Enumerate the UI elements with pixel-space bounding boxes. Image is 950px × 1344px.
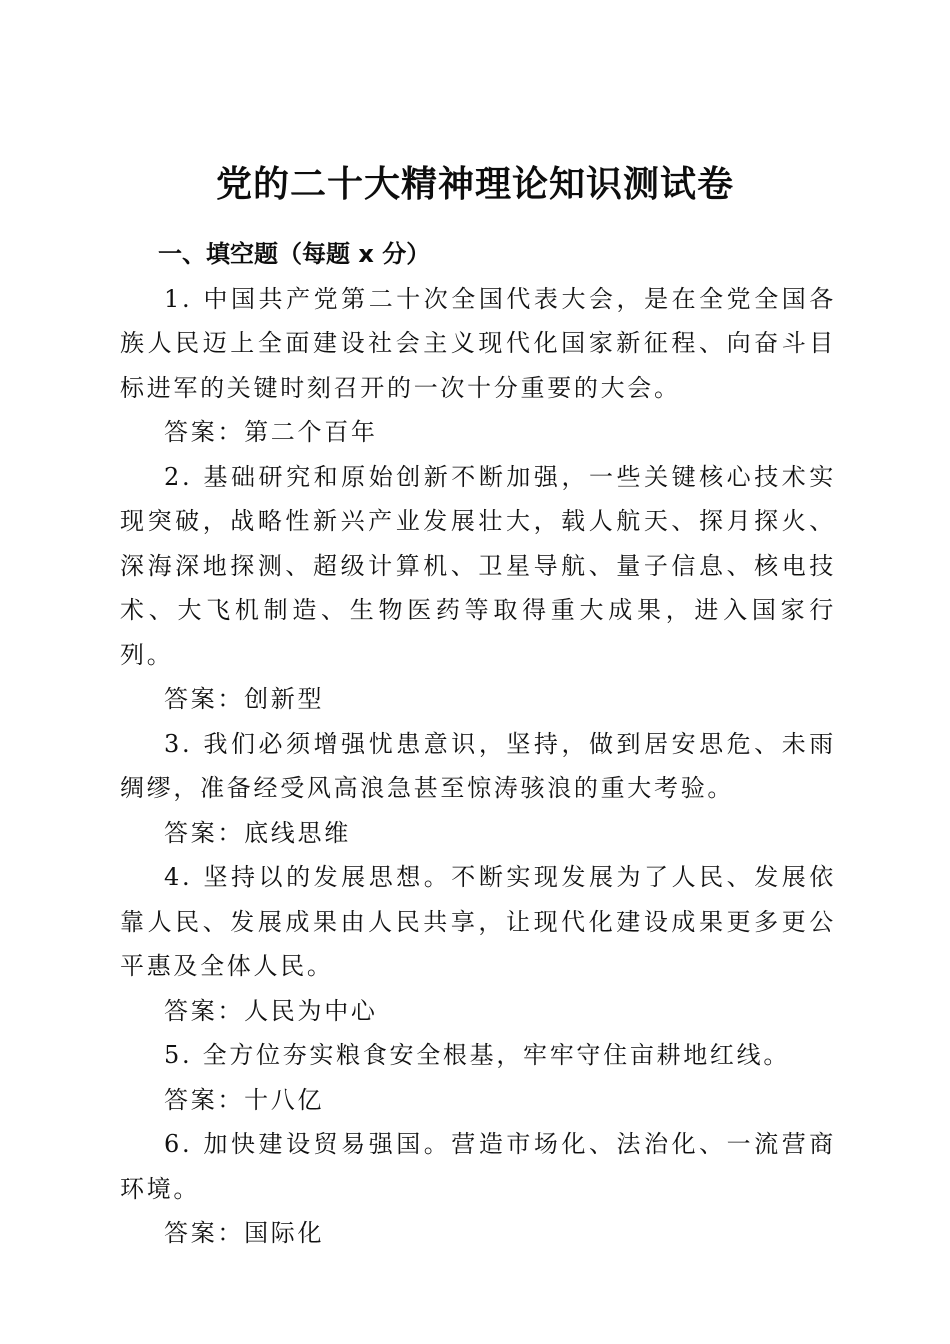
answer-5: 答案：十八亿 xyxy=(164,1085,325,1114)
question-5: 5. 全方位夯实粮食安全根基，牢牢守住亩耕地红线。 xyxy=(164,1041,791,1069)
question-4: 4. 坚持以的发展思想。不断实现发展为了人民、发展依靠人民、发展成果由人民共享，让现代化建设成果更多更公平惠及全体人民。 xyxy=(120,863,836,980)
question-1: 1. 中国共产党第二十次全国代表大会，是在全党全国各族人民迈上全面建设社会主义现代化国家新征程、向奋斗目标进军的关键时刻召开的一次十分重要的大会。 xyxy=(120,284,836,402)
answer-3: 答案：底线思维 xyxy=(164,818,351,847)
answer-2: 答案：创新型 xyxy=(164,685,325,713)
answer-6: 答案：国际化 xyxy=(164,1219,325,1247)
question-6: 6. 加快建设贸易强国。营造市场化、法治化、一流营商环境。 xyxy=(120,1130,836,1203)
document-body xyxy=(120,232,836,1256)
answer-1: 答案：第二个百年 xyxy=(164,418,378,446)
question-3: 3. 我们必须增强忧患意识，坚持，做到居安思危、未雨绸缪，准备经受风高浪急甚至惊涛骇浪的重大考验。 xyxy=(120,729,836,802)
answer-4: 答案：人民为中心 xyxy=(164,996,378,1025)
page-title: 党的二十大精神理论知识测试卷 xyxy=(215,163,734,206)
section-heading: 一、填空题（每题 x 分） xyxy=(158,240,431,268)
question-2: 2. 基础研究和原始创新不断加强，一些关键核心技术实现突破，战略性新兴产业发展壮大，载人航天、探月探火、深海深地探测、超级计算机、卫星导航、量子信息、核电技术、大飞机制造、生物医药等取得重大成果，进入国家行列。 xyxy=(120,462,836,669)
